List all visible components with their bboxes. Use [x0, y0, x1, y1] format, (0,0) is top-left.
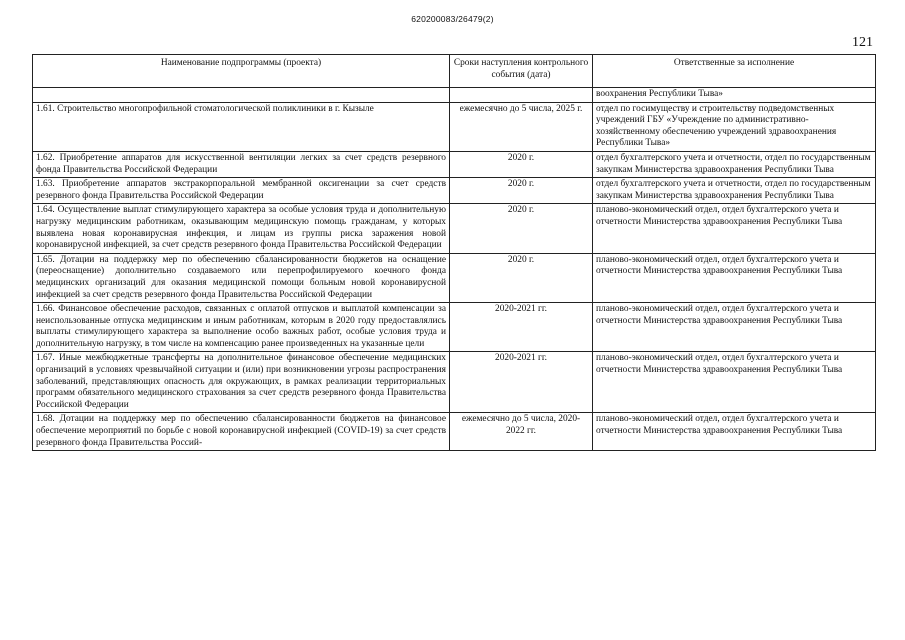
- table-row-carry-over: [33, 88, 876, 103]
- table-header-row: [33, 55, 876, 88]
- table-row: [33, 303, 876, 352]
- cell-dates: 2020 г.: [450, 178, 593, 204]
- cell-responsible: планово-экономический отдел, отдел бухгалтерского учета и отчетности Министерства здравоохранения Республики Тыва: [593, 204, 876, 253]
- cell-dates: 2020-2021 гг.: [450, 303, 593, 352]
- cell-responsible: планово-экономический отдел, отдел бухгалтерского учета и отчетности Министерства здравоохранения Республики Тыва: [593, 352, 876, 413]
- cell-responsible: планово-экономический отдел, отдел бухгалтерского учета и отчетности Министерства здравоохранения Республики Тыва: [593, 253, 876, 302]
- table-row: [33, 413, 876, 451]
- table-row: [33, 102, 876, 151]
- cell-responsible: планово-экономический отдел, отдел бухгалтерского учета и отчетности Министерства здравоохранения Республики Тыва: [593, 303, 876, 352]
- cell-dates: 2020 г.: [450, 204, 593, 253]
- cell-name: 1.61. Строительство многопрофильной стоматологической поликлиники в г. Кызыле: [33, 102, 450, 151]
- document-id: 620200083/26479(2): [411, 14, 494, 24]
- cell-name: 1.68. Дотации на поддержку мер по обеспечению сбалансированности бюджетов на финансовое обеспечение мероприятий по борьбе с новой коронавирусной инфекцией (COVID-19) за счет средств резервного фонда Правительства Россий-: [33, 413, 450, 451]
- cell-dates: 2020-2021 гг.: [450, 352, 593, 413]
- table-row: [33, 151, 876, 177]
- table-row: [33, 352, 876, 413]
- cell-dates: [450, 88, 593, 103]
- cell-name: 1.62. Приобретение аппаратов для искусственной вентиляции легких за счет средств резервного фонда Правительства Российской Федерации: [33, 151, 450, 177]
- column-header-responsible: Ответственные за исполнение: [593, 55, 876, 88]
- cell-name: 1.65. Дотации на поддержку мер по обеспечению сбалансированности бюджетов на оснащение (переоснащение) дополнительно создаваемого или перепрофилируемого коечного фонда медицинских организаций для оказания медицинской помощи больным новой коронавирусной инфекцией за счет средств резервного фонда Правительства Российской Федерации: [33, 253, 450, 302]
- cell-dates: ежемесячно до 5 числа, 2025 г.: [450, 102, 593, 151]
- cell-responsible: отдел по госимуществу и строительству подведомственных учреждений ГБУ «Учреждение по административно-хозяйственному обеспечению учреждений здравоохранения Республики Тыва»: [593, 102, 876, 151]
- table-row: [33, 178, 876, 204]
- cell-responsible: отдел бухгалтерского учета и отчетности, отдел по государственным закупкам Министерства здравоохранения Республики Тыва: [593, 151, 876, 177]
- cell-responsible: воохранения Республики Тыва»: [593, 88, 876, 103]
- page-number: 121: [852, 35, 873, 50]
- cell-dates: 2020 г.: [450, 253, 593, 302]
- cell-name: 1.64. Осуществление выплат стимулирующего характера за особые условия труда и дополнительную нагрузку медицинским работникам, оказывающим медицинскую помощь гражданам, у которых выявлена новая коронавирусная инфекция, и лицам из группы риска заражения новой коронавирусной инфекцией, за счет средств резервного фонда Правительства Российской Федерации: [33, 204, 450, 253]
- table-row: [33, 204, 876, 253]
- cell-name: 1.63. Приобретение аппаратов экстракорпоральной мембранной оксигенации за счет средств резервного фонда Правительства Российской Федерации: [33, 178, 450, 204]
- column-header-name: Наименование подпрограммы (проекта): [33, 55, 450, 88]
- table-row: [33, 253, 876, 302]
- cell-responsible: отдел бухгалтерского учета и отчетности, отдел по государственным закупкам Министерства здравоохранения Республики Тыва: [593, 178, 876, 204]
- cell-dates: 2020 г.: [450, 151, 593, 177]
- column-header-dates: Сроки наступления контрольного события (дата): [450, 55, 593, 88]
- cell-responsible: планово-экономический отдел, отдел бухгалтерского учета и отчетности Министерства здравоохранения Республики Тыва: [593, 413, 876, 451]
- cell-dates: ежемесячно до 5 числа, 2020-2022 гг.: [450, 413, 593, 451]
- cell-name: 1.66. Финансовое обеспечение расходов, связанных с оплатой отпусков и выплатой компенсации за неиспользованные отпуска медицинским и иным работникам, которым в 2020 году предоставлялись выплаты стимулирующего характера за выполнение особо важных работ, особые условия труда и дополнительную нагрузку, в том числе на компенсацию ранее произведенных на указанные цели: [33, 303, 450, 352]
- program-table: [32, 54, 876, 451]
- cell-name: [33, 88, 450, 103]
- cell-name: 1.67. Иные межбюджетные трансферты на дополнительное финансовое обеспечение медицинских организаций в условиях чрезвычайной ситуации и (или) при возникновении угрозы распространения заболеваний, представляющих опасность для окружающих, в рамках реализации территориальных программ обязательного медицинского страхования за счет средств резервного фонда Правительства Российской Федерации: [33, 352, 450, 413]
